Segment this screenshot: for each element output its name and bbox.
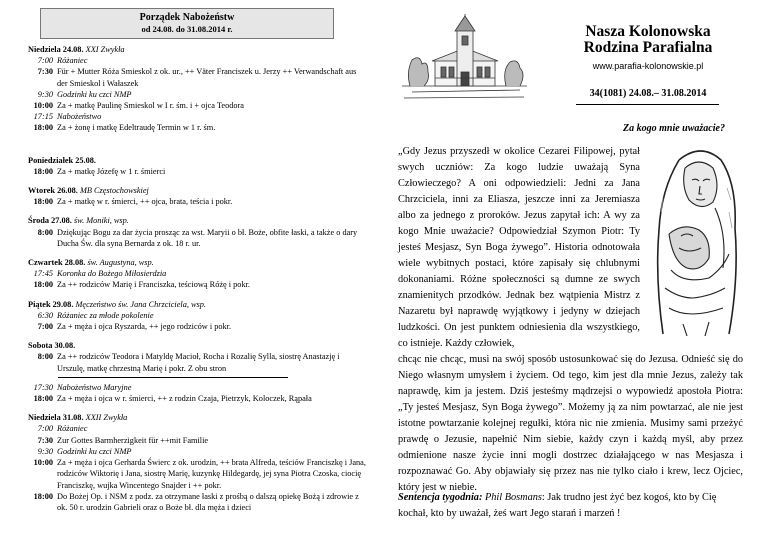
mass-time: 18:00 — [33, 491, 53, 501]
mass-intention: Różaniec — [57, 56, 88, 66]
day-header — [28, 215, 368, 226]
mass-entry — [28, 351, 368, 373]
mass-entry — [28, 491, 368, 513]
mass-intention: Do Bożej Op. i NSM z podz. za otrzymane łaski z prośbą o dalszą opiekę Bożą i zdrowie z ok. 50 r. urodzin Gabrieli oraz o Boże bł. dla męża i dzieci — [57, 491, 359, 512]
day-header — [28, 257, 368, 268]
day-feast: św. Augustyna, wsp. — [87, 258, 154, 268]
mass-intention: Za ++ rodziców Marię i Franciszka, teściową Różę i pokr. — [57, 280, 250, 290]
mass-time: 18:00 — [33, 280, 53, 290]
schedule-days — [28, 44, 368, 513]
mass-entry — [28, 310, 368, 321]
issue-number: 34(1081) 24.08.– 31.08.2014 — [589, 88, 707, 99]
mass-entry — [28, 196, 368, 207]
church-drawing-icon — [402, 14, 527, 104]
day-header — [28, 299, 368, 310]
mass-intention: Za ++ rodziców Teodora i Matyldę Macioł, Rocha i Rozalię Sylla, siostrę Anastazję i Urszulę, matkę chrzestną Marię i pokr. Z obu stron — [57, 352, 340, 373]
mass-entry — [28, 166, 368, 177]
day-feast: Męczeństwo św. Jana Chrzciciela, wsp. — [75, 299, 206, 309]
mass-intention: Za + żonę i matkę Edeltraudę Termin w 1 r. śm. — [57, 123, 216, 133]
mass-entry — [28, 89, 368, 100]
day-header — [28, 155, 368, 166]
mass-time: 7:30 — [37, 67, 53, 77]
mass-entry — [28, 321, 368, 332]
mass-entry — [28, 446, 368, 457]
day-date: Czwartek 28.08. — [28, 258, 86, 268]
day-date: Poniedziałek 25.08. — [28, 155, 96, 165]
mass-intention: Zur Gottes Barmherzigkeit für ++mit Familie — [57, 435, 209, 445]
sentence-author: Phil Bosmans — [484, 492, 542, 503]
article-question: Za kogo mnie uważacie? — [623, 123, 725, 134]
mass-intention: Za + matkę Paulinę Smieskol w I r. śm. i + ojca Teodora — [57, 101, 244, 111]
mass-time: 17:15 — [33, 112, 53, 122]
sentence-label: Sentencja tygodnia — [398, 492, 479, 503]
parish-title-line2: Rodzina Parafialna — [583, 39, 713, 56]
mass-entry — [28, 66, 368, 88]
mass-entry — [28, 393, 368, 404]
day-date: Środa 27.08. — [28, 216, 72, 226]
day-date: Wtorek 26.08. — [28, 186, 78, 196]
mass-time: 18:00 — [33, 197, 53, 207]
mass-time: 18:00 — [33, 166, 53, 176]
parish-title — [558, 24, 738, 56]
mass-entry — [28, 435, 368, 446]
schedule-header-box — [40, 8, 334, 39]
sentence-of-week: Sentencja tygodnia: Phil Bosmans: Jak trudno jest żyć bez kogoś, kto by Cię kochał, kto by uważał, żeś wart Jego starań i marzeń ! — [398, 492, 717, 519]
mass-intention: Za + męża i ojca Gerharda Świerc z ok. urodzin, ++ brata Alfreda, teściów Franciszkę i Jana, rodziców Wiktorię i Jana, siostrę Marię, kuzynkę Hildegardę, jej syna Piotra Czoska, ciocię Franciszkę, wujka Wincentego Snajder i ++ pokr. — [57, 458, 366, 490]
mass-intention: Za + matkę w r. śmierci, ++ ojca, brata, teścia i pokr. — [57, 197, 233, 207]
mass-entry — [28, 111, 368, 122]
issue-divider — [576, 104, 719, 105]
day-header — [28, 340, 368, 351]
mass-entry — [28, 227, 368, 249]
mass-time: 7:00 — [37, 56, 53, 66]
mass-time: 8:00 — [37, 227, 53, 237]
day-feast: XXI Zwykła — [85, 45, 125, 54]
mass-intention: Koronka do Bożego Miłosierdzia — [57, 269, 167, 279]
schedule-dates: od 24.08. do 31.08.2014 r. — [141, 24, 233, 34]
mass-time: 8:00 — [37, 352, 53, 362]
mass-time: 17:30 — [33, 382, 53, 392]
mass-entry — [28, 382, 368, 393]
mass-intention: Różaniec za młode pokolenie — [57, 310, 154, 320]
mass-entry — [28, 268, 368, 279]
mass-time: 10:00 — [33, 101, 53, 111]
mass-time: 18:00 — [33, 123, 53, 133]
mass-time: 6:30 — [37, 310, 53, 320]
mass-intention: Za + męża i ojca w r. śmierci, ++ z rodzin Czaja, Pietrzyk, Koloczek, Rąpała — [57, 394, 312, 404]
mass-time: 18:00 — [33, 394, 53, 404]
day-date: Niedziela 24.08. — [28, 45, 84, 54]
mass-entry — [28, 457, 368, 491]
day-date: Niedziela 31.08. — [28, 413, 84, 423]
day-date: Piątek 29.08. — [28, 299, 74, 309]
mass-time: 9:30 — [37, 89, 53, 99]
day-header — [28, 44, 368, 55]
mass-intention: Für + Mutter Róża Smieskol z ok. ur., ++ Väter Franciszek u. Jerzy ++ Verwandschaft aus der Smieskol i Wałaszek — [57, 67, 357, 88]
mass-time: 17:45 — [33, 269, 53, 279]
mass-entry — [28, 122, 368, 133]
mass-time: 9:30 — [37, 446, 53, 456]
mass-entry — [28, 55, 368, 66]
mass-entry — [28, 279, 368, 290]
entry-separator — [58, 377, 288, 378]
mass-intention: Godzinki ku czci NMP — [57, 446, 132, 456]
schedule-column — [28, 8, 368, 513]
mass-intention: Za + męża i ojca Ryszarda, ++ jego rodziców i pokr. — [57, 322, 232, 332]
parish-title-line1: Nasza Kolonowska — [585, 23, 711, 40]
article-text-full: chcąc nie chcąc, musi na swój sposób ustosunkować się do Jezusa. Odnieść się do Niego własnym umysłem i życiem. Od tego, kim jest dla mnie Jezus, zależy tak naprawdę, kim ja jestem. Dziś jesteśmy mądrzejsi o wypowiedź apostoła Piotra: „Ty jesteś Mesjasz, Syn Boga żywego”. Możemy ją za nim powtarzać, ale nie jest istotne powtarzanie kolejnej regułki, która nic nie zmienia. Musimy sami przeżyć prawdę o Jezusie, napełnić Nim siebie, każdy czyn i każdą myśl, aby przez odmienione nasze życie inni mogli dostrzec działającego w nas Mesjasza i rozpoznawać Go. Aby objawiały się przez nas nie tylko ciało i krew, lecz Ojciec, który jest w niebie. — [398, 354, 743, 493]
day-date: Sobota 30.08. — [28, 341, 76, 351]
parish-website: www.parafia-kolonowskie.pl — [592, 61, 704, 71]
day-feast: MB Częstochowskiej — [79, 186, 149, 196]
mass-intention: Nabożeństwo — [57, 112, 102, 122]
mass-intention: Godzinki ku czci NMP — [57, 89, 132, 99]
mass-time: 7:00 — [37, 322, 53, 332]
mass-time: 7:00 — [37, 424, 53, 434]
mass-time: 10:00 — [33, 458, 53, 468]
schedule-title: Porządek Nabożeństw — [139, 12, 235, 23]
mass-intention: Nabożeństwo Maryjne — [57, 382, 132, 392]
mass-intention: Za + matkę Józefę w 1 r. śmierci — [57, 166, 166, 176]
day-header — [28, 185, 368, 196]
day-header — [28, 412, 368, 423]
mass-entry — [28, 100, 368, 111]
mass-intention: Dziękując Bogu za dar życia prosząc za wst. Maryii o bł. Boże, obfite łaski, a także o dary Ducha Św. dla syna Bernarda z ok. 18 r. ur. — [57, 227, 358, 248]
day-feast: św. Moniki, wsp. — [73, 216, 129, 226]
mass-entry — [28, 423, 368, 434]
article-text-wrapped: „Gdy Jezus przyszedł w okolice Cezarei Filipowej, pytał swych uczniów: Za kogo ludzie uważają Syna Człowieczego? A oni odpowiedzieli: Jedni za Jana Chrzciciela, inni za Eliasza, jeszcze inni za Jeremiasza albo za jednego z proroków. Jezus zapytał ich: A wy za kogo Mnie uważacie? Odpowiedział Szymon Piotr: Ty jesteś Mesjasz, Syn Boga żywego”. Historia odnotowała wiele wybitnych postaci, które zapisały się chlubnymi dokonaniami. Różne społeczności są dumne ze swych znamienitych przodków. Jednak bez wątpienia Mistrz z Nazaretu był naprawdę wyjątkowy i jedyny w dziejach ludzkości. On jest punktem odniesienia dla wszystkiego, co istnieje. Każdy człowiek, — [398, 146, 640, 349]
sentence-text: Jak trudno jest żyć bez kogoś, kto by Cię kochał, kto by uważał, żeś wart Jego starań i marzeń ! — [398, 492, 717, 519]
mass-intention: Różaniec — [57, 424, 88, 434]
day-feast: XXII Zwykła — [85, 413, 128, 423]
mass-time: 7:30 — [37, 435, 53, 445]
article-body — [398, 144, 743, 496]
